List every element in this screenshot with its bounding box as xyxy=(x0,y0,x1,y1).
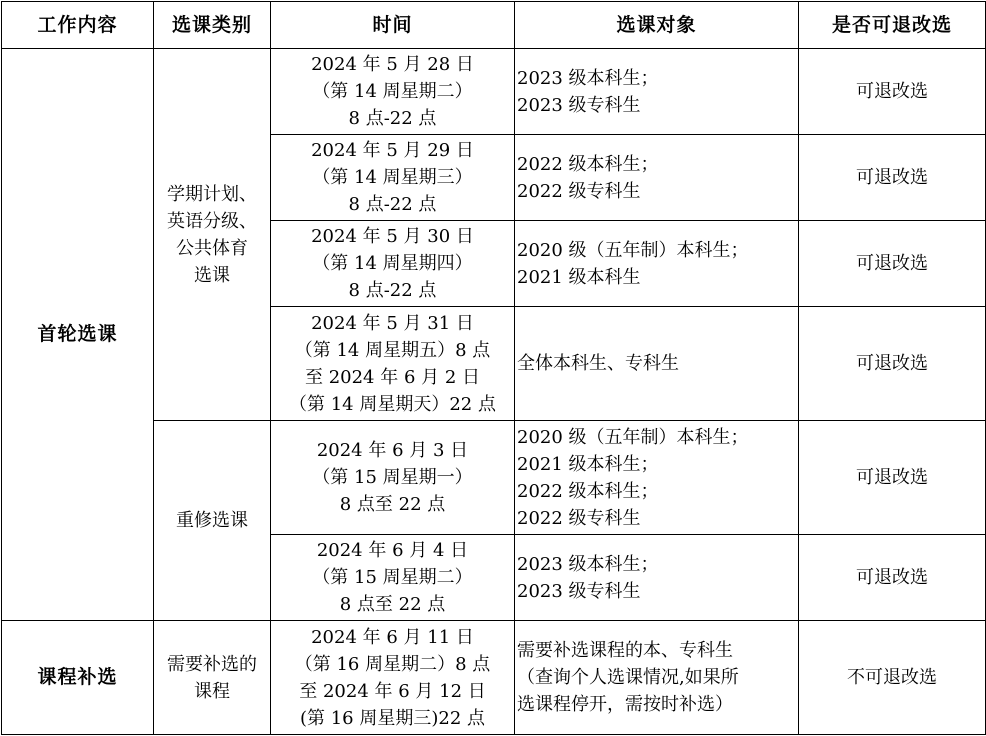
category-cell xyxy=(154,621,271,735)
target-cell xyxy=(515,221,799,307)
time-line: 8 点至 22 点 xyxy=(339,594,446,615)
target-line: 2020 级（五年制）本科生； xyxy=(517,239,749,261)
time-line: 至 2024 年 6 月 12 日 xyxy=(299,680,486,702)
time-line: 2024 年 5 月 31 日 xyxy=(311,312,474,334)
table-row xyxy=(2,621,986,735)
target-cell xyxy=(515,621,799,735)
time-line: （第 14 周星期天）22 点 xyxy=(289,393,496,415)
change-status-cell: 可退改选 xyxy=(799,535,986,621)
target-line: 2021 级本科生； xyxy=(517,453,659,475)
time-line: （第 15 周星期二） xyxy=(312,567,473,588)
target-cell xyxy=(515,421,799,535)
header-can-change: 是否可退改选 xyxy=(799,2,986,49)
time-line: （第 16 周星期二）8 点 xyxy=(294,653,491,675)
target-cell xyxy=(515,535,799,621)
time-line: 2024 年 5 月 29 日 xyxy=(311,140,474,161)
change-status-cell: 可退改选 xyxy=(799,421,986,535)
category-line: 学期计划、 xyxy=(167,183,257,205)
category-line: 英语分级、 xyxy=(167,210,257,232)
time-line: 8 点-22 点 xyxy=(348,194,437,215)
time-cell xyxy=(271,535,515,621)
time-line: （第 14 周星期二） xyxy=(312,81,473,102)
time-line: 2024 年 5 月 28 日 xyxy=(311,54,474,75)
time-cell xyxy=(271,221,515,307)
course-selection-schedule-table xyxy=(1,1,986,735)
time-line: 至 2024 年 6 月 2 日 xyxy=(304,366,481,388)
target-line: 2022 级本科生； xyxy=(517,153,659,175)
time-line: （第 14 周星期四） xyxy=(312,253,473,274)
time-line: 2024 年 6 月 11 日 xyxy=(311,626,474,648)
table-row xyxy=(2,49,986,135)
header-row xyxy=(2,2,986,49)
time-line: 8 点-22 点 xyxy=(348,108,437,129)
time-cell xyxy=(271,421,515,535)
header-category: 选课类别 xyxy=(154,2,271,49)
time-cell xyxy=(271,135,515,221)
change-status-cell: 不可退改选 xyxy=(799,621,986,735)
target-line: 2023 级本科生； xyxy=(517,553,659,575)
category-cell xyxy=(154,421,271,621)
time-line: （第 14 周星期三） xyxy=(312,167,473,188)
time-line: 8 点至 22 点 xyxy=(339,494,446,515)
target-line: 全体本科生、专科生 xyxy=(517,353,679,374)
work-content-cell: 首轮选课 xyxy=(2,49,154,621)
change-status-cell: 可退改选 xyxy=(799,307,986,421)
time-cell xyxy=(271,621,515,735)
target-cell xyxy=(515,135,799,221)
change-status-cell: 可退改选 xyxy=(799,49,986,135)
target-line: 需要补选课程的本、专科生 xyxy=(517,640,733,661)
time-line: 8 点-22 点 xyxy=(348,280,437,301)
target-line: 2022 级本科生； xyxy=(517,480,659,502)
target-line: 2023 级专科生 xyxy=(517,94,641,116)
target-line: 2020 级（五年制）本科生； xyxy=(517,426,749,448)
change-status-cell: 可退改选 xyxy=(799,135,986,221)
target-line: （查询个人选课情况,如果所 xyxy=(517,667,739,688)
header-time: 时间 xyxy=(271,2,515,49)
header-work-content: 工作内容 xyxy=(2,2,154,49)
target-line: 选课程停开，需按时补选） xyxy=(517,694,733,715)
target-line: 2021 级本科生 xyxy=(517,266,641,288)
category-line: 重修选课 xyxy=(176,510,248,531)
time-line: （第 14 周星期五）8 点 xyxy=(294,339,491,361)
time-line: 2024 年 6 月 3 日 xyxy=(316,440,469,461)
target-line: 2022 级专科生 xyxy=(517,507,641,529)
target-line: 2023 级本科生； xyxy=(517,67,659,89)
category-line: 公共体育 xyxy=(176,237,248,259)
schedule-body xyxy=(2,49,986,735)
time-line: 2024 年 6 月 4 日 xyxy=(316,540,469,561)
change-status-cell: 可退改选 xyxy=(799,221,986,307)
work-content-cell: 课程补选 xyxy=(2,621,154,735)
category-line: 课程 xyxy=(194,680,230,702)
time-line: （第 15 周星期一） xyxy=(312,467,473,488)
target-line: 2023 级专科生 xyxy=(517,580,641,602)
target-cell xyxy=(515,49,799,135)
category-line: 选课 xyxy=(194,264,230,286)
target-line: 2022 级专科生 xyxy=(517,180,641,202)
category-line: 需要补选的 xyxy=(167,653,257,675)
time-cell xyxy=(271,307,515,421)
target-cell xyxy=(515,307,799,421)
header-target: 选课对象 xyxy=(515,2,799,49)
time-cell xyxy=(271,49,515,135)
time-line: 2024 年 5 月 30 日 xyxy=(311,226,474,247)
category-cell xyxy=(154,49,271,421)
time-line: (第 16 周星期三)22 点 xyxy=(299,707,486,729)
